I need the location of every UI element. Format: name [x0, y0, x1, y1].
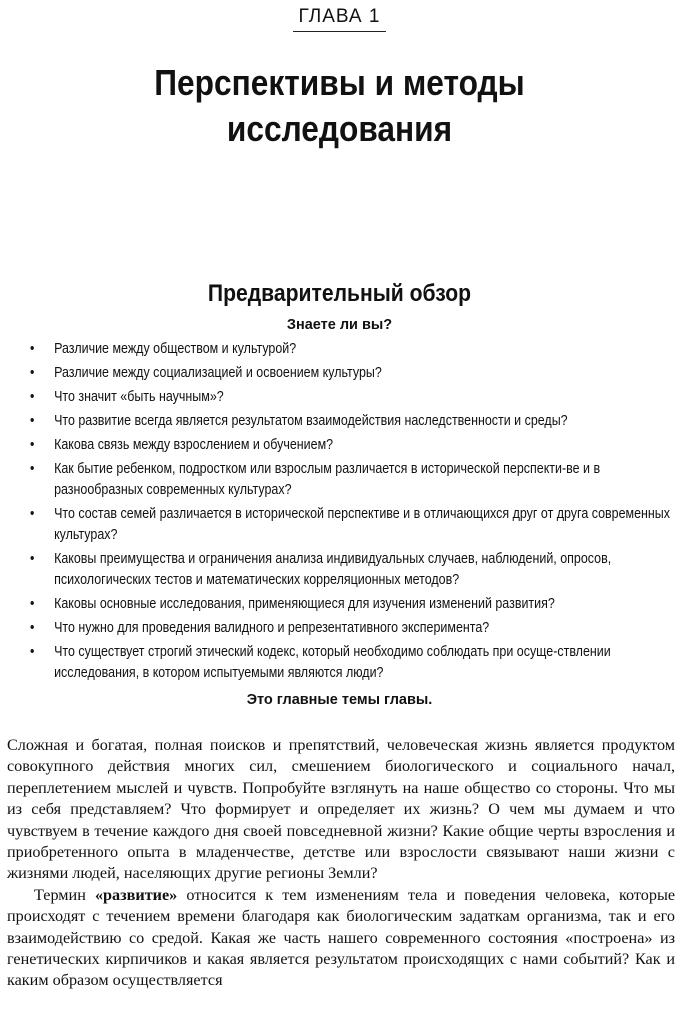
- chapter-label: [0, 6, 679, 32]
- question-item: • Какова связь между взрослением и обучением?: [30, 435, 679, 456]
- chapter-topics-note: Это главные темы главы.: [246, 692, 433, 708]
- body-text: [7, 735, 675, 992]
- question-item: • Что значит «быть научным»?: [30, 387, 679, 408]
- question-list: [30, 339, 670, 687]
- question-item: • Что нужно для проведения валидного и репрезентативного эксперимента?: [30, 618, 679, 639]
- body-paragraph: [7, 885, 675, 992]
- chapter-title: [41, 60, 639, 152]
- overview-title: Предварительный обзор: [207, 280, 472, 307]
- question-item: • Что развитие всегда является результатом взаимодействия наследственности и среды?: [30, 411, 679, 432]
- question-item: • Как бытие ребенком, подростком или взрослым различается в исторической перспекти-ве и в разнообразных современных культурах?: [30, 459, 679, 501]
- question-item: • Что состав семей различается в исторической перспективе и в отличающихся друг от друга современных культурах?: [30, 504, 679, 546]
- body-paragraph-start: Термин: [34, 885, 95, 904]
- body-paragraph: Сложная и богатая, полная поисков и препятствий, человеческая жизнь является продуктом совокупного действия многих сил, смешением биологического и социального начал, переплетением мыслей и чувств. Попробуйте взглянуть на наше общество со стороны. Что мы из себя представляем? Что формирует и определяет их жизнь? О чем мы думаем и что чувствуем в течение каждого дня своей повседневной жизни? Какие общие черты взросления и приобретенного опыта в младенчестве, детстве или взрослости связывают наши жизни с жизнями людей, населяющих другие регионы Земли?: [7, 736, 675, 883]
- key-term: «развитие»: [94, 885, 178, 904]
- chapter-label-text: ГЛАВА 1: [293, 6, 387, 32]
- body-paragraph-rest: относится к тем изменениям тела и поведения человека, которые происходят с течением времени благодаря как биологическим задаткам организма, так и его взаимодействию со средой. Какая же часть нашего современного состояния «построена» из генетических кирпичиков и какая является результатом происходящих с нами событий? Как и каким образом осуществляется: [7, 885, 676, 990]
- question-heading: Знаете ли вы?: [286, 317, 393, 333]
- question-item: • Что существует строгий этический кодекс, который необходимо соблюдать при осуще-ствлении исследования, в котором испытуемыми являются люди?: [30, 642, 679, 684]
- question-item: • Каковы преимущества и ограничения анализа индивидуальных случаев, наблюдений, опросов, психологических тестов и математических корреляционных методов?: [30, 549, 679, 591]
- question-item: • Каковы основные исследования, применяющиеся для изучения изменений развития?: [30, 594, 679, 615]
- chapter-title-line-2: исследования: [226, 108, 453, 149]
- question-item: • Различие между социализацией и освоением культуры?: [30, 363, 679, 384]
- question-item: • Различие между обществом и культурой?: [30, 339, 679, 360]
- chapter-title-line-1: Перспективы и методы: [154, 62, 525, 103]
